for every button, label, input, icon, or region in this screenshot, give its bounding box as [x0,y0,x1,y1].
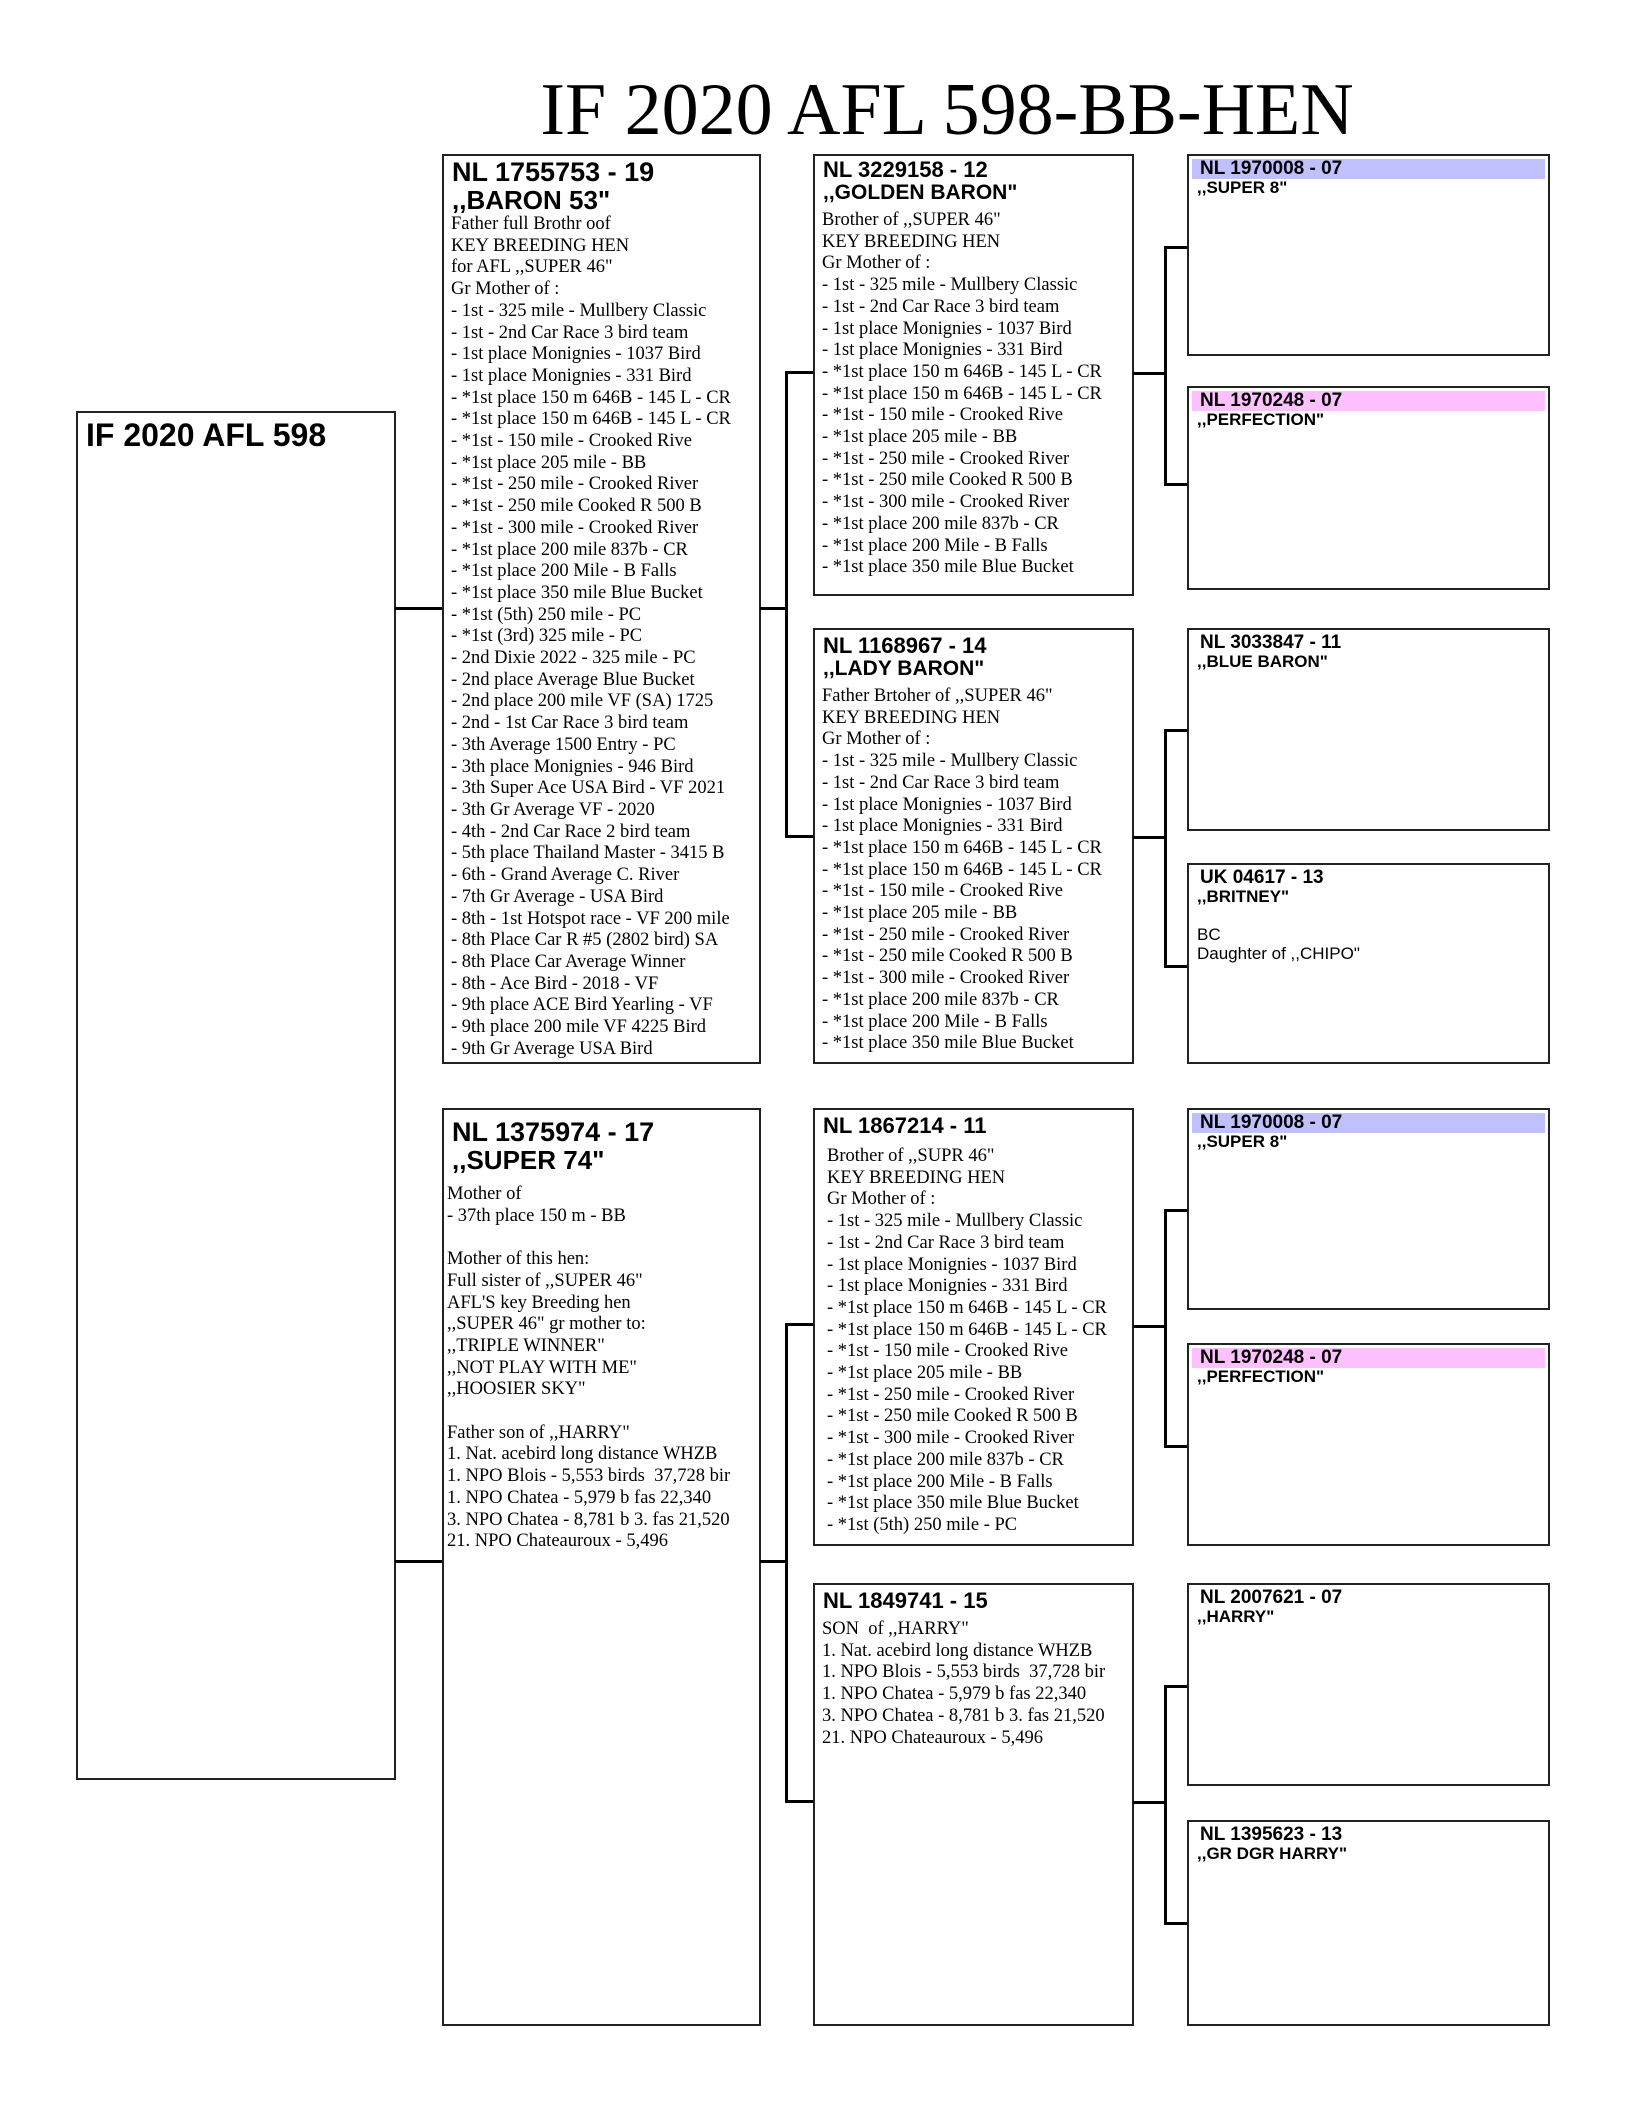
note-line: - 5th place Thailand Master - 3415 B [451,843,725,864]
note-line: SON of ,,HARRY" [822,1619,969,1639]
note-line: - *1st place 350 mile Blue Bucket [451,582,703,603]
connector-mf-bracket [1164,1209,1167,1448]
fmm-notes [1189,906,1548,963]
mff-name: ,,SUPER 8" [1197,1132,1288,1151]
note-line: - *1st place 150 m 646B - 145 L - CR [822,859,1102,880]
mff-box [1187,1108,1550,1310]
ff-name: ,,GOLDEN BARON" [823,181,1018,204]
fmf-ring: NL 3033847 - 11 [1200,632,1342,653]
note-line: - *1st place 350 mile Blue Bucket [822,557,1074,578]
note-line: - *1st place 150 m 646B - 145 L - CR [822,837,1102,858]
connector-mother-bracket [785,1323,788,1803]
mother-ring: NL 1375974 - 17 [452,1117,655,1147]
note-line: - 8th - 1st Hotspot race - VF 200 mile [451,908,730,929]
fmf-box [1187,628,1550,831]
connector-fm [785,835,813,838]
connector-mff [1164,1209,1187,1212]
note-line [447,1227,759,1249]
note-line: - 1st place Monignies - 331 Bird [822,340,1063,361]
note-line: - *1st place 205 mile - BB [451,452,647,473]
note-line: Brother of ,,SUPR 46" [827,1146,995,1166]
note-line: - 3th Average 1500 Entry - PC [451,734,676,755]
page-title: IF 2020 AFL 598-BB-HEN [540,69,1354,151]
note-line: Gr Mother of : [827,1189,936,1210]
note-line: - *1st place 350 mile Blue Bucket [822,1033,1074,1054]
fff-name: ,,SUPER 8" [1197,178,1288,197]
note-line: KEY BREEDING HEN [822,707,1001,728]
note-line: - *1st - 250 mile Cooked R 500 B [827,1406,1078,1427]
note-line: - *1st place 350 mile Blue Bucket [827,1493,1079,1514]
note-line: - 1st place Monignies - 331 Bird [451,365,692,386]
connector-subject-father [395,607,442,610]
note-line: - 7th Gr Average - USA Bird [451,886,664,907]
note-line: Brother of ,,SUPER 46" [822,210,1001,230]
connector-ffm [1164,483,1187,486]
note-line: 3. NPO Chatea - 8,781 b 3. fas 21,520 [822,1705,1105,1726]
note-line: - *1st - 150 mile - Crooked Rive [822,881,1063,902]
mother-notes [444,1174,759,1553]
connector-mf [785,1323,813,1326]
connector-mmf [1164,1685,1187,1688]
connector-ff-bracket [1164,246,1167,486]
note-line: - *1st - 250 mile Cooked R 500 B [451,496,702,517]
fm-notes [815,680,1132,1055]
subject-ring: IF 2020 AFL 598 [86,417,327,453]
note-line: Gr Mother of : [822,729,931,750]
note-line: - 9th Gr Average USA Bird [451,1038,653,1059]
note-line: Gr Mother of : [822,253,931,274]
note-line: - *1st - 300 mile - Crooked River [822,968,1070,989]
note-line [447,1401,759,1423]
note-line: - 9th place ACE Bird Yearling - VF [451,995,713,1016]
note-line: - 1st - 2nd Car Race 3 bird team [822,296,1060,317]
father-box [442,154,761,1064]
connector-father-stem [760,607,787,610]
note-line: 1. NPO Chatea - 5,979 b fas 22,340 [447,1487,712,1508]
note-line: - *1st place 200 mile 837b - CR [451,539,688,560]
connector-mf-stem [1133,1325,1166,1328]
note-line: ,,SUPER 46" gr mother to: [447,1314,646,1335]
note-line: - *1st place 150 m 646B - 145 L - CR [822,361,1102,382]
note-line: - 8th - Ace Bird - 2018 - VF [451,973,659,994]
connector-mm-bracket [1164,1685,1167,1925]
ff-notes [815,204,1132,579]
connector-ff-stem [1133,372,1166,375]
connector-fm-bracket [1164,729,1167,968]
note-line: - 1st - 2nd Car Race 3 bird team [827,1232,1065,1253]
fff-ring: NL 1970008 - 07 [1192,159,1545,179]
fmf-name: ,,BLUE BARON" [1197,652,1328,671]
connector-mm [785,1800,813,1803]
note-line: KEY BREEDING HEN [451,235,630,256]
note-line: - *1st place 150 m 646B - 145 L - CR [451,387,731,408]
note-line: 3. NPO Chatea - 8,781 b 3. fas 21,520 [447,1509,730,1530]
note-line: - *1st - 300 mile - Crooked River [451,517,699,538]
mm-ring: NL 1849741 - 15 [823,1588,988,1613]
connector-fmf [1164,729,1187,732]
note-line: 1. Nat. acebird long distance WHZB [447,1444,718,1465]
note-line: Daughter of ,,CHIPO" [1197,944,1360,963]
mmf-ring: NL 2007621 - 07 [1200,1587,1343,1608]
fm-ring: NL 1168967 - 14 [823,633,987,658]
note-line: - *1st place 150 m 646B - 145 L - CR [827,1319,1107,1340]
mff-ring: NL 1970008 - 07 [1192,1113,1545,1133]
fff-box [1187,154,1550,356]
note-line: - *1st - 150 mile - Crooked Rive [822,405,1063,426]
ff-ring: NL 3229158 - 12 [823,157,988,182]
note-line: Full sister of ,,SUPER 46" [447,1270,643,1291]
note-line: - 1st place Monignies - 331 Bird [827,1276,1068,1297]
note-line: - 2nd Dixie 2022 - 325 mile - PC [451,648,696,669]
note-line: - 37th place 150 m - BB [447,1205,626,1226]
note-line: - *1st place 200 mile 837b - CR [822,989,1059,1010]
mother-box [442,1108,761,2026]
mf-ring: NL 1867214 - 11 [823,1113,987,1138]
connector-fmm [1164,965,1187,968]
note-line: - *1st - 300 mile - Crooked River [822,492,1070,513]
ffm-ring: NL 1970248 - 07 [1192,391,1545,411]
note-line: - 1st - 325 mile - Mullbery Classic [822,751,1078,772]
note-line: Mother of this hen: [447,1249,590,1270]
note-line: - *1st place 200 Mile - B Falls [822,535,1048,556]
note-line: ,,TRIPLE WINNER" [447,1335,605,1356]
note-line: - 2nd place 200 mile VF (SA) 1725 [451,691,714,712]
note-line: - 3th Super Ace USA Bird - VF 2021 [451,778,726,799]
connector-fm-stem [1133,836,1166,839]
note-line: - *1st - 250 mile - Crooked River [822,448,1070,469]
father-ring: NL 1755753 - 19 [452,157,655,187]
note-line: - *1st - 150 mile - Crooked Rive [451,431,692,452]
note-line: Father Brtoher of ,,SUPER 46" [822,686,1053,706]
note-line: for AFL ,,SUPER 46" [451,257,613,278]
note-line: BC [1197,925,1221,944]
note-line: Gr Mother of : [451,279,560,300]
note-line: - 1st - 2nd Car Race 3 bird team [451,322,689,343]
note-line: 1. NPO Chatea - 5,979 b fas 22,340 [822,1684,1087,1705]
note-line: - 1st place Monignies - 331 Bird [822,816,1063,837]
note-line: - 2nd - 1st Car Race 3 bird team [451,713,689,734]
note-line: - 1st - 325 mile - Mullbery Classic [822,275,1078,296]
fmm-name: ,,BRITNEY" [1197,887,1290,906]
connector-mother-stem [760,1560,787,1563]
connector-subject-mother [395,1560,442,1563]
ffm-name: ,,PERFECTION" [1197,410,1325,429]
mm-notes [815,1613,1132,1749]
note-line: - 6th - Grand Average C. River [451,865,680,886]
note-line: - 4th - 2nd Car Race 2 bird team [451,821,691,842]
note-line: - 1st place Monignies - 1037 Bird [822,318,1072,339]
note-line: 1. Nat. acebird long distance WHZB [822,1640,1093,1661]
subject-box [76,411,396,1780]
note-line: - *1st place 200 Mile - B Falls [822,1011,1048,1032]
father-notes [444,214,759,1060]
note-line: AFL'S key Breeding hen [447,1292,631,1313]
note-line: - 1st place Monignies - 1037 Bird [822,794,1072,815]
note-line: - *1st place 200 mile 837b - CR [822,513,1059,534]
connector-fff [1164,246,1187,249]
mfm-ring: NL 1970248 - 07 [1192,1348,1545,1368]
note-line: - 1st - 325 mile - Mullbery Classic [827,1211,1083,1232]
fmm-box [1187,863,1550,1064]
note-line: - *1st place 150 m 646B - 145 L - CR [827,1297,1107,1318]
note-line: - 9th place 200 mile VF 4225 Bird [451,1017,707,1038]
mf-notes [815,1138,1132,1537]
fmm-ring: UK 04617 - 13 [1200,867,1324,888]
mmm-ring: NL 1395623 - 13 [1200,1824,1343,1845]
note-line: ,,NOT PLAY WITH ME" [447,1357,637,1378]
note-line: - 3th place Monignies - 946 Bird [451,756,694,777]
father-name: ,,BARON 53" [452,185,611,215]
note-line: - 8th Place Car Average Winner [451,951,686,972]
mmm-name: ,,GR DGR HARRY" [1197,1844,1348,1863]
connector-mfm [1164,1445,1187,1448]
note-line: - *1st place 205 mile - BB [822,427,1018,448]
note-line [1197,906,1548,925]
mfm-box [1187,1343,1550,1546]
note-line: - *1st - 250 mile - Crooked River [827,1384,1075,1405]
mm-box [813,1583,1134,2026]
connector-mm-stem [1133,1801,1166,1804]
note-line: - *1st place 200 Mile - B Falls [827,1471,1053,1492]
note-line: - *1st (3rd) 325 mile - PC [451,626,643,647]
mmm-box [1187,1820,1550,2026]
note-line: - *1st - 150 mile - Crooked Rive [827,1341,1068,1362]
note-line: - 8th Place Car R #5 (2802 bird) SA [451,930,719,951]
note-line: KEY BREEDING HEN [822,231,1001,252]
note-line: 21. NPO Chateauroux - 5,496 [447,1531,668,1552]
note-line: - *1st place 200 Mile - B Falls [451,561,677,582]
note-line: - *1st - 250 mile - Crooked River [822,924,1070,945]
note-line: KEY BREEDING HEN [827,1167,1006,1188]
note-line: 21. NPO Chateauroux - 5,496 [822,1727,1043,1748]
mfm-name: ,,PERFECTION" [1197,1367,1325,1386]
note-line: Father son of ,,HARRY" [447,1422,630,1443]
note-line: - 3th Gr Average VF - 2020 [451,799,655,820]
ffm-box [1187,386,1550,590]
note-line: 1. NPO Blois - 5,553 birds 37,728 bir [822,1662,1106,1683]
note-line: 1. NPO Blois - 5,553 birds 37,728 bir [447,1466,731,1487]
note-line: Mother of [447,1184,522,1204]
connector-ff [785,371,813,374]
mother-name: ,,SUPER 74" [452,1145,605,1175]
ff-box [813,154,1134,596]
note-line: - *1st (5th) 250 mile - PC [451,604,642,625]
note-line: - *1st - 250 mile - Crooked River [451,474,699,495]
note-line: - *1st place 150 m 646B - 145 L - CR [451,409,731,430]
note-line: - *1st place 200 mile 837b - CR [827,1449,1064,1470]
note-line: - *1st - 250 mile Cooked R 500 B [822,470,1073,491]
note-line: - *1st place 205 mile - BB [822,903,1018,924]
note-line: - 1st place Monignies - 1037 Bird [827,1254,1077,1275]
note-line: - 1st - 2nd Car Race 3 bird team [822,772,1060,793]
note-line: - *1st (5th) 250 mile - PC [827,1514,1018,1535]
note-line: - *1st place 205 mile - BB [827,1363,1023,1384]
note-line: ,,HOOSIER SKY" [447,1379,586,1400]
note-line: - *1st - 300 mile - Crooked River [827,1428,1075,1449]
note-line: - *1st place 150 m 646B - 145 L - CR [822,383,1102,404]
note-line: - *1st - 250 mile Cooked R 500 B [822,946,1073,967]
fm-name: ,,LADY BARON" [823,657,985,680]
mmf-name: ,,HARRY" [1197,1607,1275,1626]
note-line: Father full Brothr oof [451,214,611,234]
note-line: - 1st - 325 mile - Mullbery Classic [451,300,707,321]
connector-mmm [1164,1922,1187,1925]
note-line: - 2nd place Average Blue Bucket [451,669,695,690]
note-line: - 1st place Monignies - 1037 Bird [451,344,701,365]
connector-father-bracket [785,371,788,838]
fm-box [813,628,1134,1064]
mf-box [813,1108,1134,1546]
mmf-box [1187,1583,1550,1786]
